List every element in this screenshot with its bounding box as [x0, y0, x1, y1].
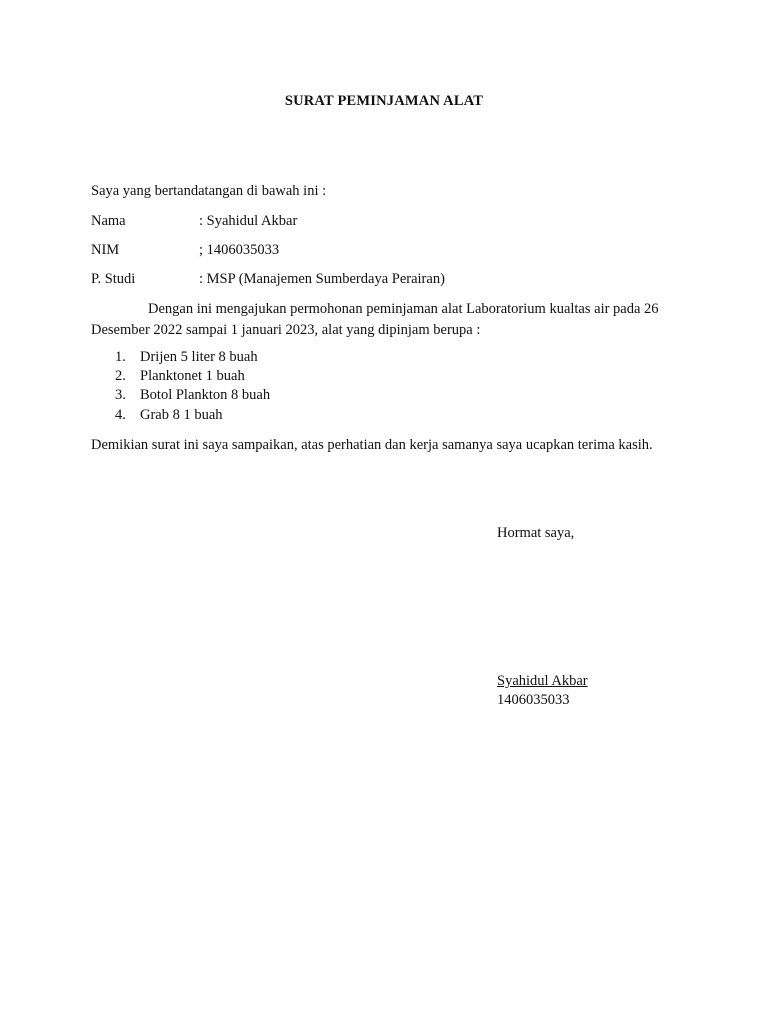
field-label-nama: Nama [91, 213, 126, 229]
list-item: Grab 8 1 buah [140, 407, 223, 423]
list-item-number: 1. [115, 349, 126, 365]
letter-title: SURAT PEMINJAMAN ALAT [284, 93, 484, 109]
intro-text: Saya yang bertandatangan di bawah ini : [91, 183, 327, 199]
list-item-number: 4. [115, 407, 126, 423]
signer-id: 1406035033 [497, 692, 570, 708]
field-value-nama: : Syahidul Akbar [199, 213, 298, 229]
list-item-number: 2. [115, 368, 126, 384]
list-item: Botol Plankton 8 buah [140, 387, 271, 403]
field-label-prodi: P. Studi [91, 271, 136, 287]
request-paragraph [91, 299, 678, 341]
list-item-number: 3. [115, 387, 126, 403]
signer-name: Syahidul Akbar [497, 673, 588, 689]
field-value-prodi: : MSP (Manajemen Sumberdaya Perairan) [199, 271, 445, 287]
closing-text: Demikian surat ini saya sampaikan, atas perhatian dan kerja samanya saya ucapkan terima kasih. [91, 437, 653, 453]
field-value-nim: ; 1406035033 [199, 242, 280, 258]
field-label-nim: NIM [91, 242, 120, 258]
regards-text: Hormat saya, [497, 525, 575, 541]
list-item: Drijen 5 liter 8 buah [140, 349, 258, 365]
request-paragraph-line-2: Desember 2022 sampai 1 januari 2023, alat yang dipinjam berupa : [91, 322, 481, 338]
request-paragraph-line-1: Dengan ini mengajukan permohonan peminjaman alat Laboratorium kualtas air pada 26 [148, 301, 659, 317]
list-item: Planktonet 1 buah [140, 368, 245, 384]
